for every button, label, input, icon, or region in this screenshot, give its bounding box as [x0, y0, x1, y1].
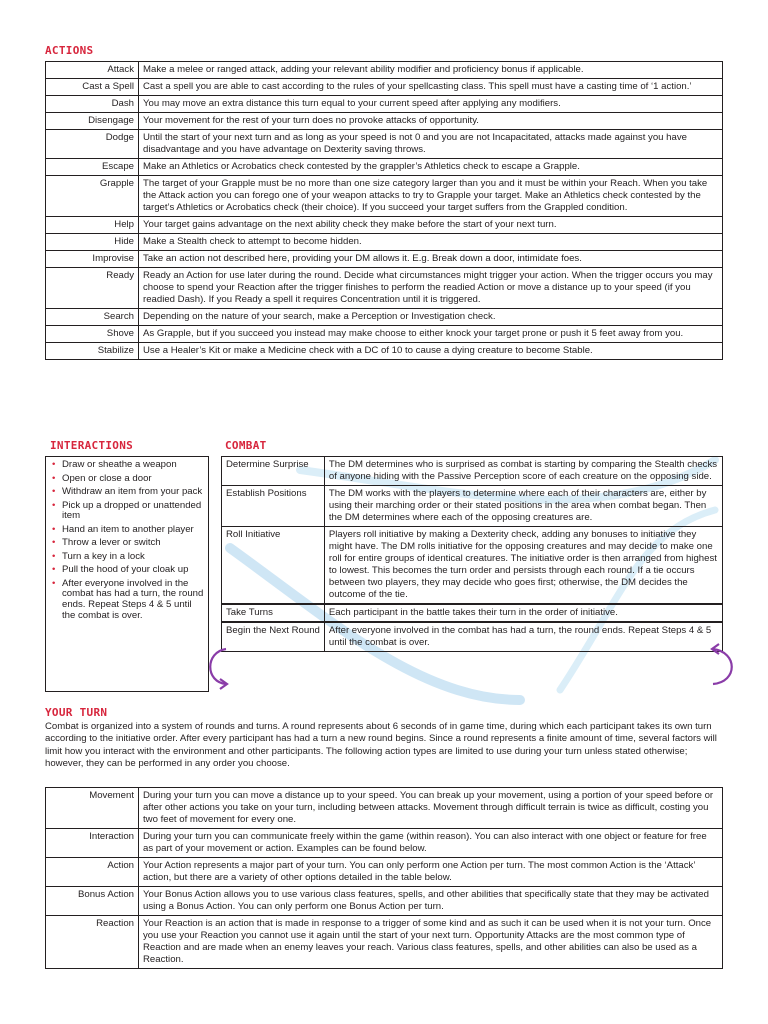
list-item: • Pick up a dropped or unattended item — [52, 501, 204, 522]
actions-row-help — [46, 216, 723, 233]
actions-row-disengage — [46, 112, 723, 129]
row-label: Take Turns — [222, 604, 325, 622]
row-text: Make a Stealth check to attempt to become hidden. — [139, 233, 723, 250]
row-text: The DM determines who is surprised as combat is starting by comparing the Stealth checks of anyone hiding with the Passive Perception score of each creature on the opposing side. — [324, 457, 722, 486]
interactions-list — [45, 456, 209, 692]
row-text: You may move an extra distance this turn equal to your current speed after applying any modifiers. — [139, 95, 723, 112]
row-label: Escape — [46, 158, 139, 175]
row-label: Begin the Next Round — [222, 622, 325, 651]
combat-row-roll-initiative — [222, 526, 723, 603]
row-text: Ready an Action for use later during the round. Decide what circumstances might trigger your action. When the trigger occurs you may choose to spend your Reaction after the trigger finishes to perform the readied Action or move a distance up to your speed (if you readied Dash). If you Ready a spell it requires Concentration until it is triggered. — [139, 267, 723, 308]
row-text: Until the start of your next turn and as long as your speed is not 0 and you are not Incapacitated, attacks made against you have disadvantage and you have advantage on Dexterity saving throws. — [139, 129, 723, 158]
row-label: Bonus Action — [46, 886, 139, 915]
row-text: Use a Healer’s Kit or make a Medicine check with a DC of 10 to cause a dying creature to become Stable. — [139, 342, 723, 359]
row-text: Each participant in the battle takes their turn in the order of initiative. — [324, 604, 722, 622]
row-text: The DM works with the players to determine where each of their characters are, either by using their marching order or their stated positions in the area when combat began. Then the DM determines where each of the opposing creatures are. — [324, 485, 722, 526]
row-label: Search — [46, 308, 139, 325]
row-label: Dash — [46, 95, 139, 112]
turn-row-bonus-action — [46, 886, 723, 915]
actions-heading: ACTIONS — [45, 44, 94, 57]
row-label: Shove — [46, 325, 139, 342]
list-item: • Draw or sheathe a weapon — [52, 460, 204, 471]
actions-row-escape — [46, 158, 723, 175]
actions-row-attack — [46, 62, 723, 79]
actions-row-dodge — [46, 129, 723, 158]
row-label: Establish Positions — [222, 485, 325, 526]
row-label: Cast a Spell — [46, 78, 139, 95]
row-text: Cast a spell you are able to cast according to the rules of your spellcasting class. This spell must have a casting time of ‘1 action.’ — [139, 78, 723, 95]
actions-row-improvise — [46, 250, 723, 267]
actions-row-grapple — [46, 175, 723, 216]
row-text: Players roll initiative by making a Dexterity check, adding any bonuses to initiative they might have. The DM rolls initiative for the opposing creatures and may decide to make one roll for entire groups of identical creatures. The initiative order is then arranged from highest to lowest. This becomes the turn order and persists through each round. If a tie occurs between two players, they may decide who goes first; otherwise, the DM decides the outcome of the tie. — [324, 526, 722, 603]
combat-row-determine-surprise — [222, 457, 723, 486]
row-label: Stabilize — [46, 342, 139, 359]
row-text: Your movement for the rest of your turn does no provoke attacks of opportunity. — [139, 112, 723, 129]
row-text: After everyone involved in the combat has had a turn, the round ends. Repeat Steps 4 & 5 until the combat is over. — [324, 622, 722, 651]
row-label: Roll Initiative — [222, 526, 325, 603]
your-turn-intro: Combat is organized into a system of rounds and turns. A round represents about 6 seconds of in game time, during which each participant takes its own turn according to the initiative order. After every participant has had a turn a new round begins. Since a round represents a finite amount of time, several factors will limit how you interact with the environment and other participants. The following action types are limited to use during your turn unless stated otherwise; however, they can be performed in any order you choose. — [45, 721, 717, 770]
interactions-heading: INTERACTIONS — [50, 439, 134, 452]
combat-row-take-turns — [222, 604, 723, 622]
row-label: Disengage — [46, 112, 139, 129]
list-item: • After everyone involved in the combat has had a turn, the round ends. Repeat Steps 4 & 5 until the combat is over. — [52, 579, 204, 621]
list-item: • Pull the hood of your cloak up — [52, 565, 204, 576]
row-label: Interaction — [46, 828, 139, 857]
list-item: • Hand an item to another player — [52, 525, 204, 536]
list-item: • Turn a key in a lock — [52, 552, 204, 563]
row-text: During your turn you can communicate freely within the game (within reason). You can also interact with one object or feature for free as part of your movement or action. Examples can be found below. — [139, 828, 723, 857]
turn-row-reaction — [46, 915, 723, 968]
row-label: Hide — [46, 233, 139, 250]
your-turn-heading: YOUR TURN — [45, 706, 108, 719]
row-text: The target of your Grapple must be no more than one size category larger than you and it must be within your Reach. When you take the Attack action you can forego one of your weapon attacks to try to Grapple your target. Make an Athletics check contested by the target’s Athletics or Acrobatics check (their choice). If you succeed your target suffers from the Grappled condition. — [139, 175, 723, 216]
row-label: Reaction — [46, 915, 139, 968]
turn-row-interaction — [46, 828, 723, 857]
row-text: Your Bonus Action allows you to use various class features, spells, and other abilities that specifically state that they may be activated using a Bonus Action. You can only perform one Bonus Action per turn. — [139, 886, 723, 915]
actions-row-search — [46, 308, 723, 325]
row-label: Dodge — [46, 129, 139, 158]
row-label: Improvise — [46, 250, 139, 267]
combat-row-establish-positions — [222, 485, 723, 526]
turn-row-action — [46, 857, 723, 886]
row-label: Grapple — [46, 175, 139, 216]
row-text: As Grapple, but if you succeed you instead may make choose to either knock your target prone or push it 5 feet away from you. — [139, 325, 723, 342]
row-text: During your turn you can move a distance up to your speed. You can break up your movement, using a portion of your speed before or after other actions you take on your turn, including between attacks. Movement through difficult terrain is twice as difficult, costing you two feet of movement for every one. — [139, 788, 723, 829]
your-turn-table — [45, 787, 723, 969]
combat-table — [221, 456, 723, 652]
actions-row-stabilize — [46, 342, 723, 359]
combat-heading: COMBAT — [225, 439, 267, 452]
row-label: Determine Surprise — [222, 457, 325, 486]
row-text: Depending on the nature of your search, make a Perception or Investigation check. — [139, 308, 723, 325]
row-label: Attack — [46, 62, 139, 79]
turn-row-movement — [46, 788, 723, 829]
row-label: Help — [46, 216, 139, 233]
list-item: • Open or close a door — [52, 474, 204, 485]
actions-row-cast-a-spell — [46, 78, 723, 95]
actions-row-dash — [46, 95, 723, 112]
actions-row-shove — [46, 325, 723, 342]
list-item: • Throw a lever or switch — [52, 538, 204, 549]
combat-row-begin-next-round — [222, 622, 723, 651]
row-text: Make an Athletics or Acrobatics check contested by the grappler’s Athletics check to escape a Grapple. — [139, 158, 723, 175]
row-label: Movement — [46, 788, 139, 829]
row-text: Make a melee or ranged attack, adding your relevant ability modifier and proficiency bonus if applicable. — [139, 62, 723, 79]
actions-table — [45, 61, 723, 360]
row-text: Take an action not described here, providing your DM allows it. E.g. Break down a door, intimidate foes. — [139, 250, 723, 267]
row-text: Your Action represents a major part of your turn. You can only perform one Action per turn. The most common Action is the ‘Attack’ action, but there are a variety of other options detailed in the table below. — [139, 857, 723, 886]
list-item: • Withdraw an item from your pack — [52, 487, 204, 498]
actions-row-hide — [46, 233, 723, 250]
row-label: Action — [46, 857, 139, 886]
actions-row-ready — [46, 267, 723, 308]
left-loop-arrow-icon — [210, 649, 227, 689]
row-text: Your Reaction is an action that is made in response to a trigger of some kind and as such it can be used when it is not your turn. Once you use your Reaction you cannot use it again until the start of your next turn. Opportunity Attacks are the most common type of Reaction and are made when an enemy leaves your reach. Various class features, spells, and other abilities can also be used as a Reaction. — [139, 915, 723, 968]
row-label: Ready — [46, 267, 139, 308]
row-text: Your target gains advantage on the next ability check they make before the start of your next turn. — [139, 216, 723, 233]
